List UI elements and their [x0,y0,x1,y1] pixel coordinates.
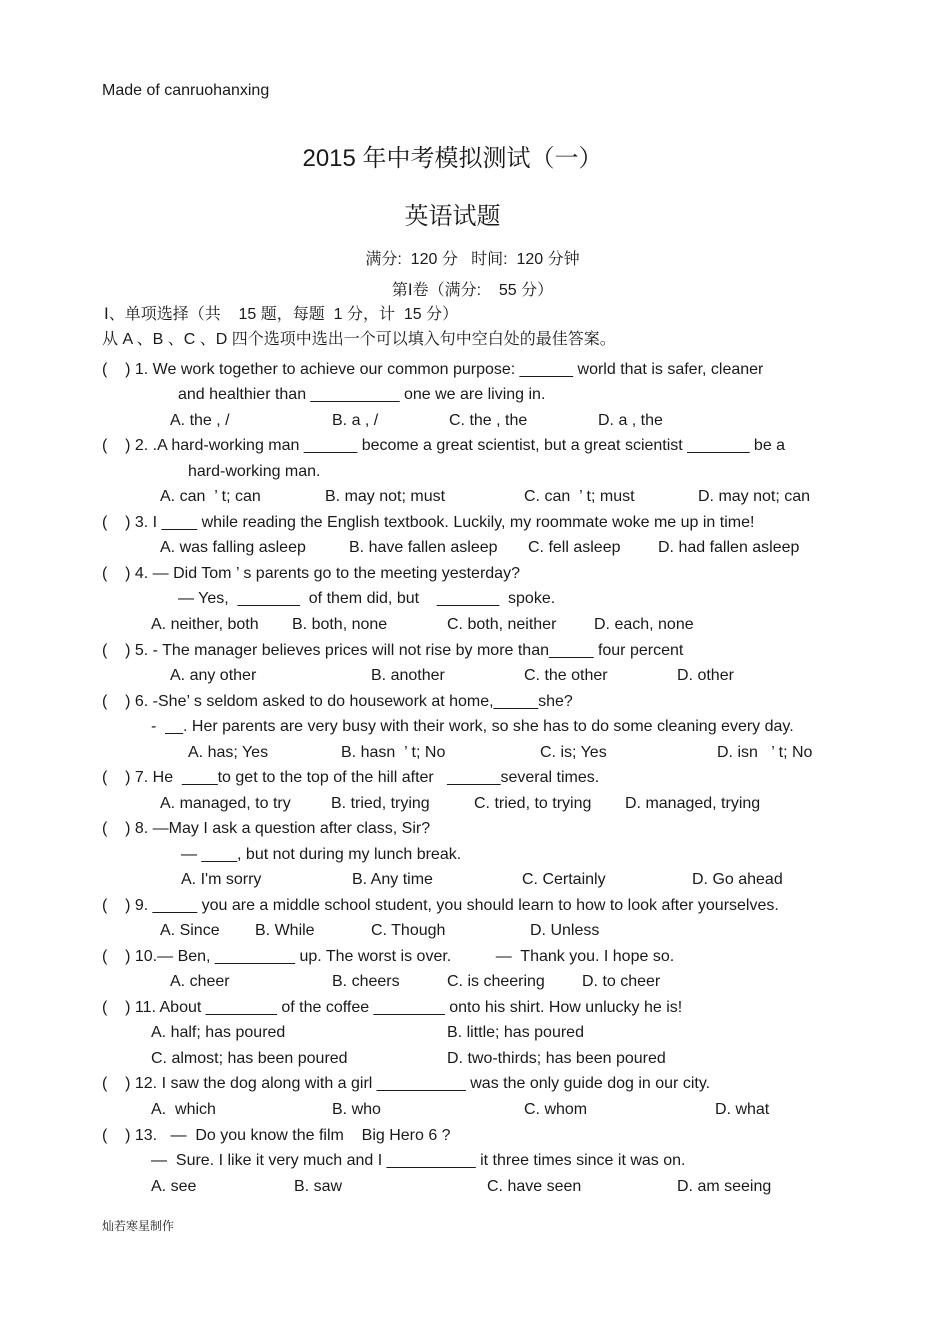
exam-subtitle: 英语试题 [404,203,501,230]
option-b: B. both, none [292,616,388,633]
option-d: D. other [677,667,734,684]
question-stem: ( ) 10.— Ben, _________ up. The worst is over. — Thank you. I hope so. [102,948,675,965]
question-stem: ( ) 9. _____ you are a middle school student, you should learn to how to look after yourselves. [102,897,779,914]
score-time-line: 满分: 120 分 时间: 120 分钟 [365,251,580,268]
option-c: C. have seen [487,1178,582,1195]
option-b: B. another [371,667,445,684]
option-c: C. tried, to trying [474,795,592,812]
option-d: D. may not; can [698,488,811,505]
option-c: C. the other [524,667,608,684]
question-stem: ( ) 4. — Did Tom ’ s parents go to the meeting yesterday? [102,565,520,582]
page-footer: 灿若寒星制作 [102,1219,175,1233]
question-stem: ( ) 5. - The manager believes prices will not rise by more than_____ four percent [102,642,684,659]
option-c: C. fell asleep [528,539,621,556]
option-a: A. neither, both [151,616,259,633]
option-d: D. two-thirds; has been poured [447,1050,666,1067]
option-b: B. tried, trying [331,795,430,812]
option-b: B. Any time [352,871,433,888]
question-stem-continued: and healthier than __________ one we are living in. [178,386,546,403]
option-d: D. isn ’ t; No [717,744,813,761]
question-stem-continued: hard-working man. [188,463,321,480]
option-c: C. Though [371,922,446,939]
option-b: B. While [255,922,315,939]
option-d: D. a , the [598,412,663,429]
option-b: B. cheers [332,973,400,990]
option-d: D. managed, trying [625,795,761,812]
option-a: A. the , / [170,412,230,429]
option-a: A. cheer [170,973,230,990]
option-a: A. see [151,1178,197,1195]
question-stem: ( ) 11. About ________ of the coffee ________ onto his shirt. How unlucky he is! [102,999,683,1016]
question-stem-continued: — Yes, _______ of them did, but _______ spoke. [178,590,556,607]
option-b: B. a , / [332,412,379,429]
option-b: B. saw [294,1178,343,1195]
option-b: B. may not; must [325,488,446,505]
option-a: A. has; Yes [188,744,269,761]
option-a: A. half; has poured [151,1024,286,1041]
option-d: D. to cheer [582,973,661,990]
option-d: D. what [715,1101,770,1118]
option-b: B. have fallen asleep [349,539,498,556]
option-b: B. little; has poured [447,1024,584,1041]
option-d: D. Go ahead [692,871,783,888]
option-a: A. I'm sorry [181,871,262,888]
option-c: C. can ’ t; must [524,488,635,505]
question-stem: ( ) 3. I ____ while reading the English textbook. Luckily, my roommate woke me up in time! [102,514,755,531]
option-a: A. Since [160,922,220,939]
question-stem: ( ) 6. -She’ s seldom asked to do housework at home,_____she? [102,693,573,710]
question-stem-continued: - __. Her parents are very busy with their work, so she has to do some cleaning every day. [151,718,794,735]
option-b: B. hasn ’ t; No [341,744,446,761]
option-c: C. almost; has been poured [151,1050,348,1067]
instruction: 从 A 、B 、C 、D 四个选项中选出一个可以填入句中空白处的最佳答案。 [102,331,616,348]
section-title: Ⅰ、单项选择（共 15 题，每题 1 分，计 15 分） [104,306,459,323]
option-a: A. any other [170,667,257,684]
option-a: A. which [151,1101,216,1118]
question-stem: ( ) 7. He ____to get to the top of the hill after ______several times. [102,769,600,786]
question-stem: ( ) 2. .A hard-working man ______ become a great scientist, but a great scientist _______ be a [102,437,786,454]
option-d: D. Unless [530,922,600,939]
option-d: D. each, none [594,616,694,633]
option-c: C. is; Yes [540,744,607,761]
option-c: C. Certainly [522,871,606,888]
question-stem: ( ) 8. —May I ask a question after class, Sir? [102,820,431,837]
question-stem: ( ) 1. We work together to achieve our common purpose: ______ world that is safer, cleaner [102,361,764,378]
volume-line: 第Ⅰ卷（满分: 55 分） [391,282,554,299]
question-stem: ( ) 12. I saw the dog along with a girl __________ was the only guide dog in our city. [102,1075,711,1092]
exam-title: 2015 年中考模拟测试（一） [302,145,603,172]
option-b: B. who [332,1101,381,1118]
option-a: A. can ’ t; can [160,488,261,505]
option-d: D. had fallen asleep [658,539,800,556]
page-header: Made of canruohanxing [102,82,270,99]
option-c: C. is cheering [447,973,545,990]
option-d: D. am seeing [677,1178,772,1195]
option-c: C. both, neither [447,616,557,633]
option-a: A. managed, to try [160,795,291,812]
option-a: A. was falling asleep [160,539,306,556]
option-c: C. the , the [449,412,528,429]
question-stem-continued: — Sure. I like it very much and I __________ it three times since it was on. [151,1152,686,1169]
option-c: C. whom [524,1101,588,1118]
question-stem-continued: — ____, but not during my lunch break. [181,846,462,863]
question-stem: ( ) 13. — Do you know the film Big Hero 6 ? [102,1127,451,1144]
